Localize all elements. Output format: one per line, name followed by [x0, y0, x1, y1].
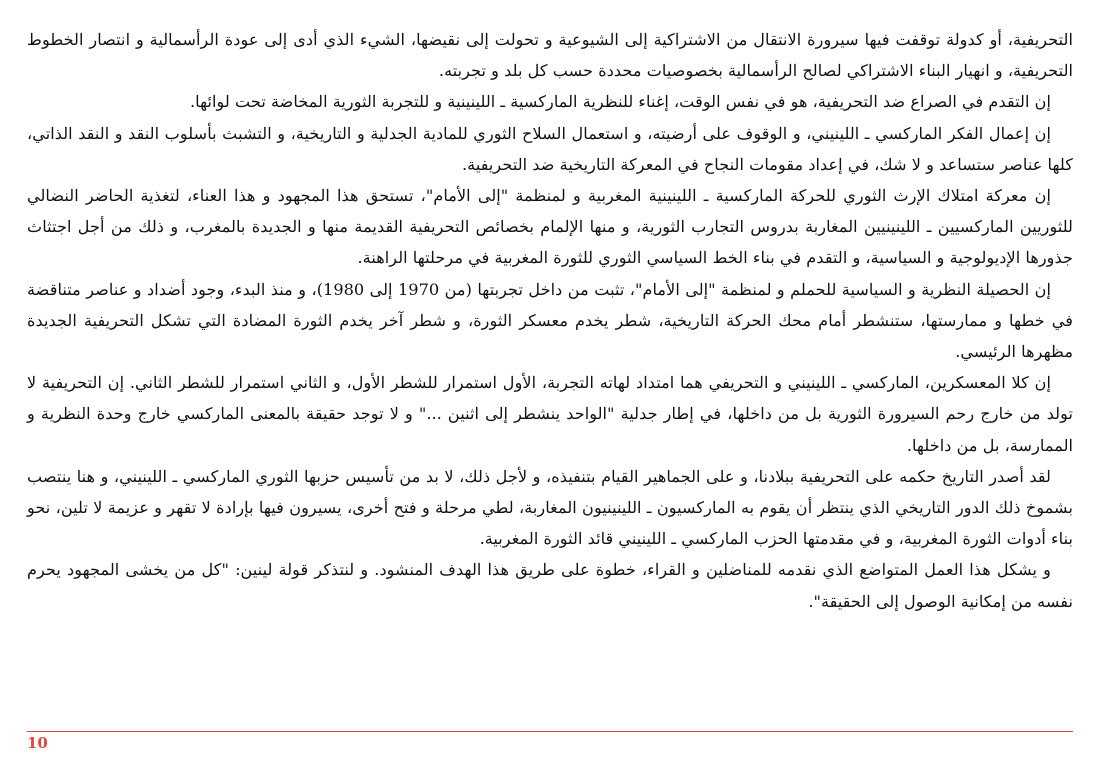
paragraph: إن الحصيلة النظرية و السياسية للحملم و لمنظمة "إلى الأمام"، تثبت من داخل تجربتها (من 1970 إلى 1980)، و منذ البدء، وجود أضداد و عناصر متناقضة في خطها و ممارستها، ستنشطر أمام محك الحركة التاريخية، شطر يخدم معسكر الثورة، و شطر آخر يخدم الثورة المضادة التي تشكل التحريفية الجديدة مظهرها الرئيسي. [27, 279, 1073, 362]
paragraph: إن التقدم في الصراع ضد التحريفية، هو في نفس الوقت، إغناء للنظرية الماركسية ـ اللينينية و للتجربة الثورية المخاضة تحت لوائها. [190, 92, 1051, 112]
paragraph: التحريفية، أو كدولة توقفت فيها سيرورة الانتقال من الاشتراكية إلى الشيوعية و تحولت إلى نقيضها، الشيء الذي أدى إلى عودة الرأسمالية و انتصار الخطوط التحريفية، و انهيار البناء الاشتراكي لصالح الرأسمالية بخصوصيات محددة حسب كل بلد و تجربته. [27, 30, 1073, 81]
paragraph: و يشكل هذا العمل المتواضع الذي نقدمه للمناضلين و القراء، خطوة على طريق هذا الهدف المنشود. و لنتذكر قولة لينين: "كل من يخشى المجهود يحرم نفسه من إمكانية الوصول إلى الحقيقة". [27, 560, 1073, 611]
page-number: 10 [27, 734, 48, 752]
body-text [27, 24, 1073, 617]
paragraph: إن كلا المعسكرين، الماركسي ـ اللينيني و التحريفي هما امتداد لهاته التجربة، الأول استمرار للشطر الأول، و الثاني استمرار للشطر الثاني. إن التحريفية لا تولد من خارج رحم السيرورة الثورية بل من داخلها، في إطار جدلية "الواحد ينشطر إلى اثنين ..." و لا توجد حقيقة بالمعنى الماركسي خارج وحدة النظرية و الممارسة، بل من داخلها. [27, 373, 1073, 455]
paragraph: لقد أصدر التاريخ حكمه على التحريفية ببلادنا، و على الجماهير القيام بتنفيذه، و لأجل ذلك، لا بد من تأسيس حزبها الثوري الماركسي ـ اللينيني، و هنا ينتصب بشموخ ذلك الدور التاريخي الذي ينتظر أن يقوم به الماركسيون ـ اللينينيون المغاربة، لطي مرحلة و فتح أخرى، يسيرون فيها بإرادة لا تقهر و عزيمة لا تلين، نحو بناء أدوات الثورة المغربية، و في مقدمتها الحزب الماركسي ـ اللينيني قائد الثورة المغربية. [27, 466, 1073, 549]
paragraph: إن معركة امتلاك الإرث الثوري للحركة الماركسية ـ اللينينية المغربية و لمنظمة "إلى الأمام"، تستحق هذا المجهود و هذا العناء، لتغذية الحاضر النضالي للثوريين الماركسيين ـ اللينينيين المغاربة بدروس التجارب الثورية، و منها الإلمام بخصائص التحريفية القديمة منها و الجديدة بالمغرب، و ذلك من أجل اجتثاث جذورها الإديولوجية و السياسية، و التقدم في بناء الخط السياسي الثوري للثورة المغربية في مرحلتها الراهنة. [27, 186, 1073, 268]
footer-divider [27, 731, 1073, 732]
paragraph: إن إعمال الفكر الماركسي ـ اللينيني، و الوقوف على أرضيته، و استعمال السلاح الثوري للمادية الجدلية و التاريخية، و التشبث بأسلوب النقد و النقد الذاتي، كلها عناصر ستساعد و لا شك، في إعداد مقومات النجاح في المعركة التاريخية ضد التحريفية. [27, 123, 1073, 174]
